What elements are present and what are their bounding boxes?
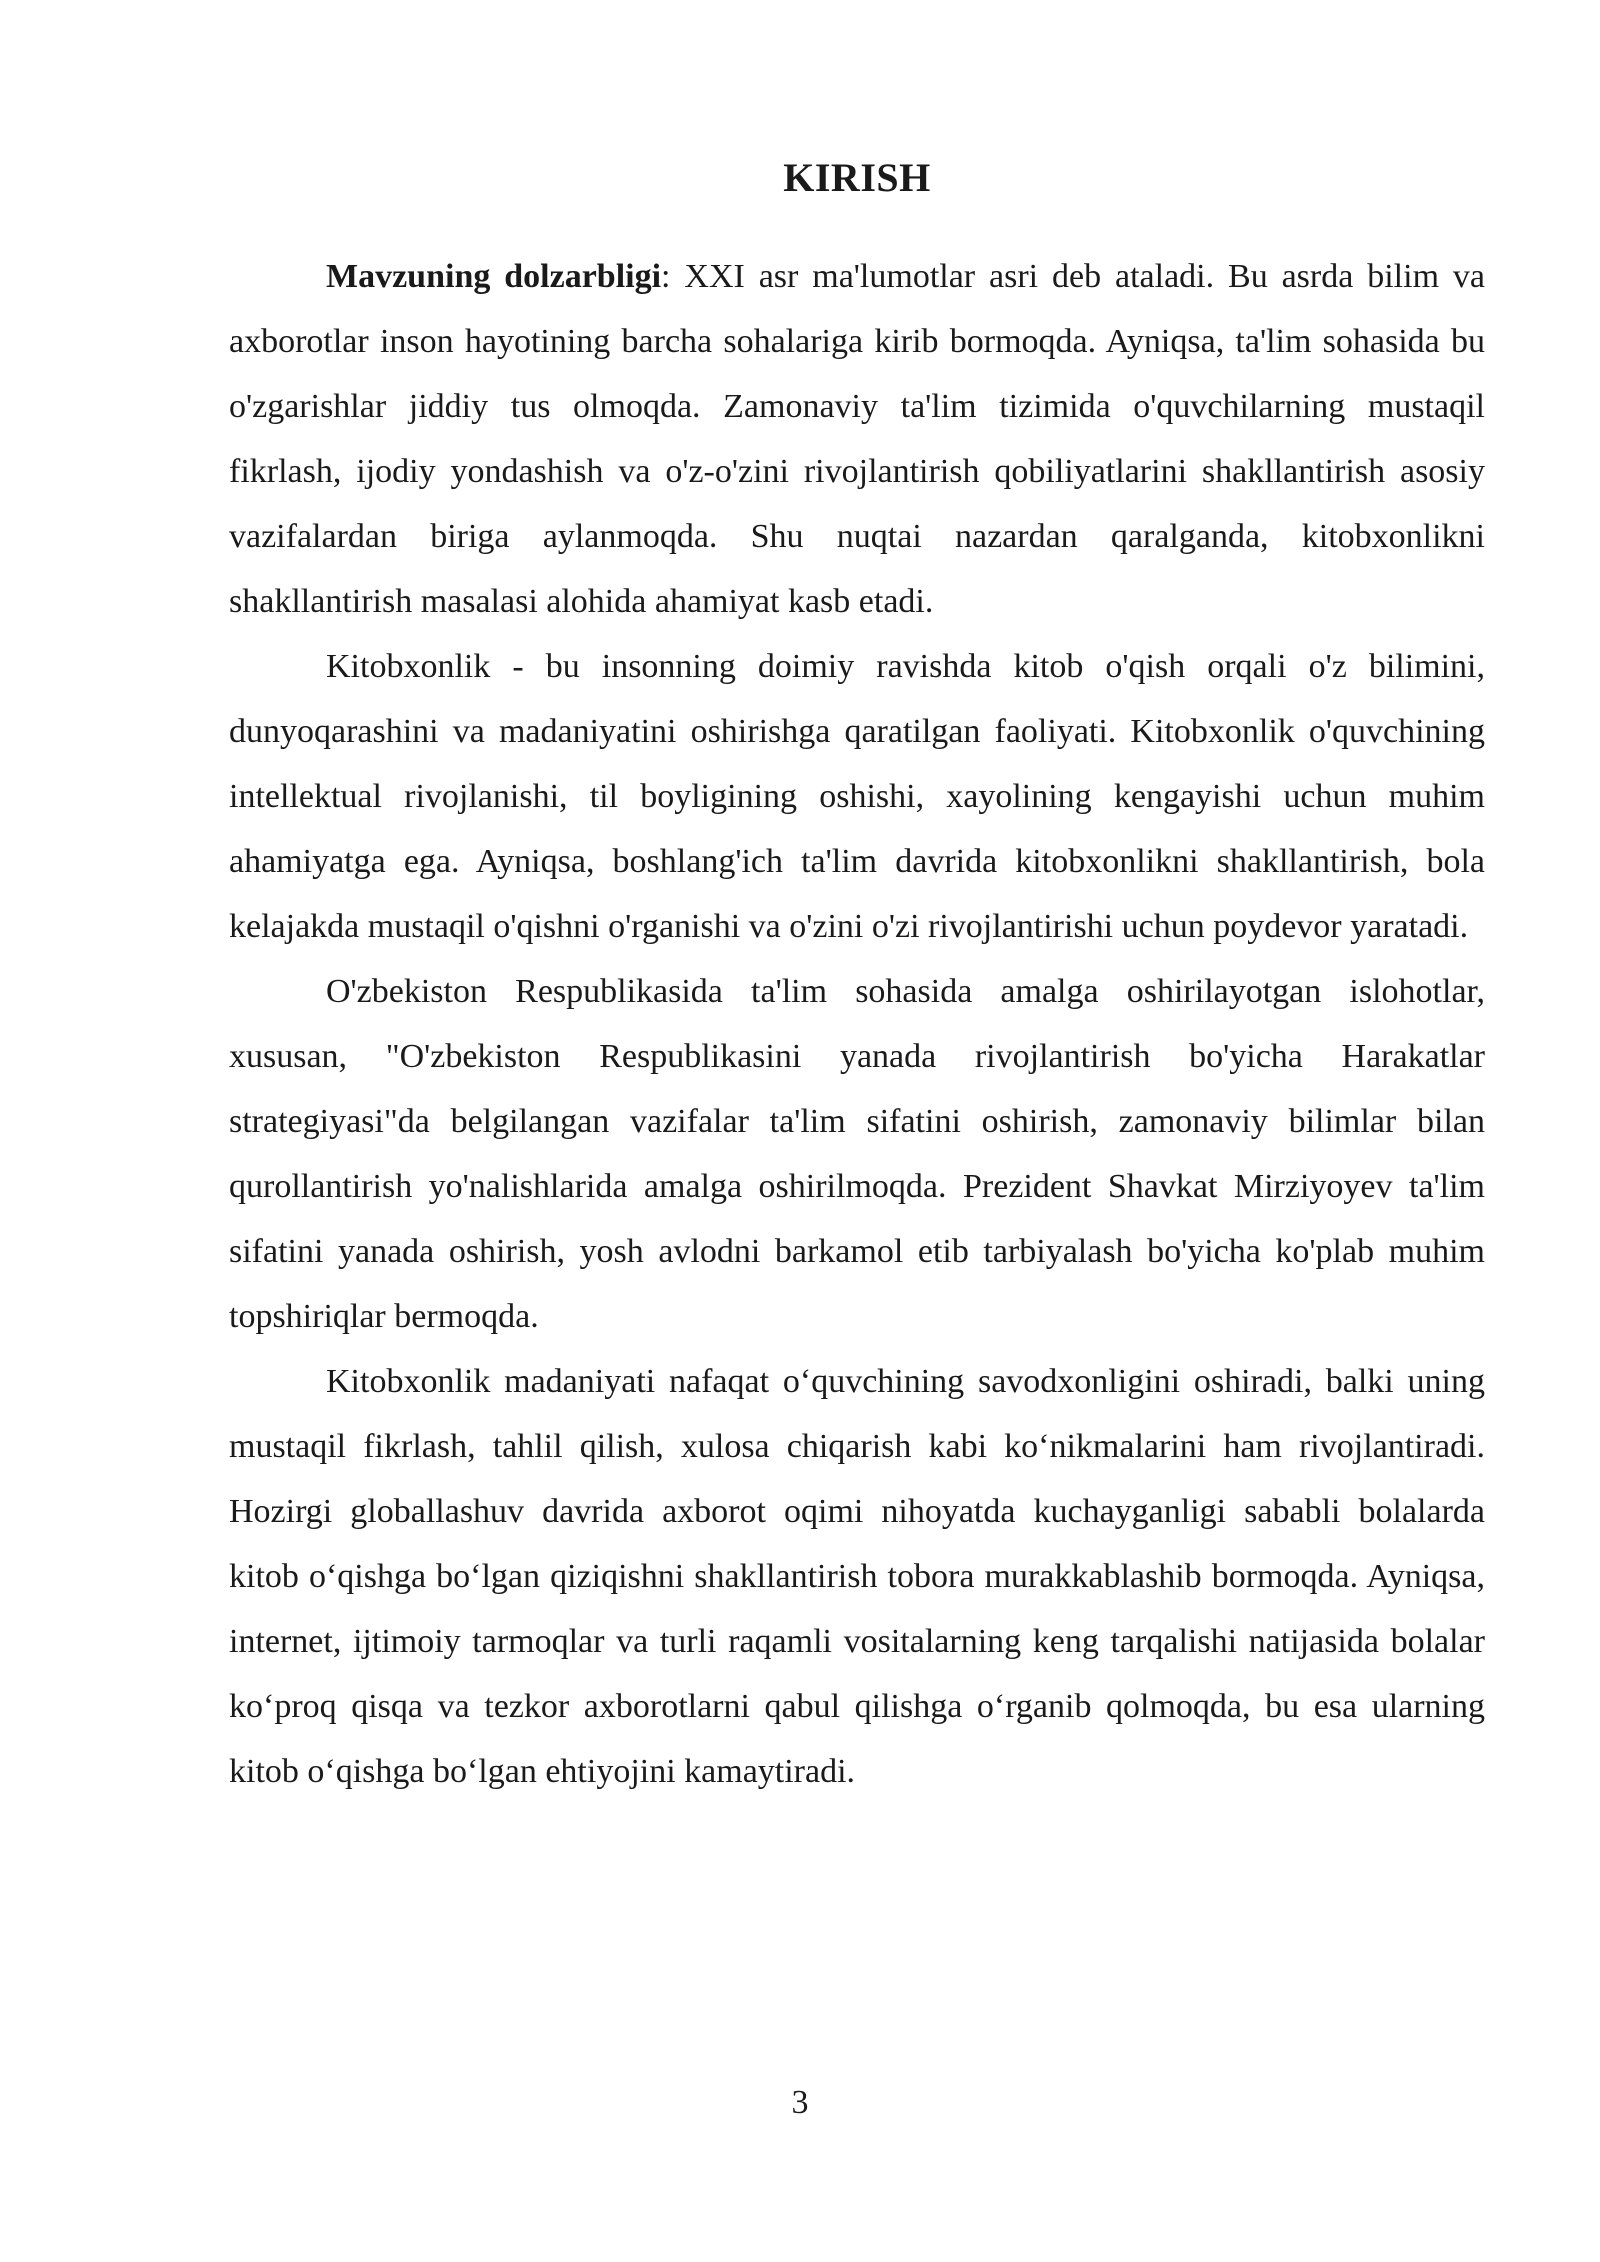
page-number: 3 (791, 2084, 809, 2121)
paragraph-education-reforms: O'zbekiston Respublikasida ta'lim sohasida amalga oshirilayotgan islohotlar, xususan, "O'zbekiston Respublikasini yanada rivojlantirish bo'yicha Harakatlar strategiyasi"da belgilangan vazifalar ta'lim sifatini oshirish, zamonaviy bilimlar bilan qurollantirish yo'nalishlarida amalga oshirilmoqda. Prezident Shavkat Mirziyoyev ta'lim sifatini yanada oshirish, yosh avlodni barkamol etib tarbiyalash bo'yicha ko'plab muhim topshiriqlar bermoqda. (229, 973, 1485, 1335)
paragraph-text: : XXI asr ma'lumotlar asri deb ataladi. Bu asrda bilim va axborotlar inson hayotining barcha sohalariga kirib bormoqda. Ayniqsa, ta'lim sohasida bu o'zgarishlar jiddiy tus olmoqda. Zamonaviy ta'lim tizimida o'quvchilarning mustaqil fikrlash, ijodiy yondashish va o'z-o'zini rivojlantirish qobiliyatlarini shakllantirish asosiy vazifalardan biriga aylanmoqda. Shu nuqtai nazardan qaralganda, kitobxonlikni shakllantirish masalasi alohida ahamiyat kasb etadi. (229, 258, 1486, 620)
paragraph-relevance (229, 244, 1485, 634)
paragraph-reading-culture: Kitobxonlik madaniyati nafaqat o‘quvchining savodxonligini oshiradi, balki uning mustaqil fikrlash, tahlil qilish, xulosa chiqarish kabi ko‘nikmalarini ham rivojlantiradi. Hozirgi globallashuv davrida axborot oqimi nihoyatda kuchayganligi sababli bolalarda kitob o‘qishga bo‘lgan qiziqishni shakllantirish tobora murakkablashib bormoqda. Ayniqsa, internet, ijtimoiy tarmoqlar va turli raqamli vositalarning keng tarqalishi natijasida bolalar ko‘proq qisqa va tezkor axborotlarni qabul qilishga o‘rganib qolmoqda, bu esa ularning kitob o‘qishga bo‘lgan ehtiyojini kamaytiradi. (229, 1363, 1485, 1790)
paragraph-lead-term: Mavzuning dolzarbligi (326, 258, 662, 295)
paragraph-reading-definition: Kitobxonlik - bu insonning doimiy ravishda kitob o'qish orqali o'z bilimini, dunyoqarashini va madaniyatini oshirishga qaratilgan faoliyati. Kitobxonlik o'quvchining intellektual rivojlanishi, til boyligining oshishi, xayolining kengayishi uchun muhim ahamiyatga ega. Ayniqsa, boshlang'ich ta'lim davrida kitobxonlikni shakllantirish, bola kelajakda mustaqil o'qishni o'rganishi va o'zini o'zi rivojlantirishi uchun poydevor yaratadi. (229, 648, 1485, 945)
page-content (229, 148, 1485, 1804)
section-title: KIRISH (783, 155, 931, 200)
